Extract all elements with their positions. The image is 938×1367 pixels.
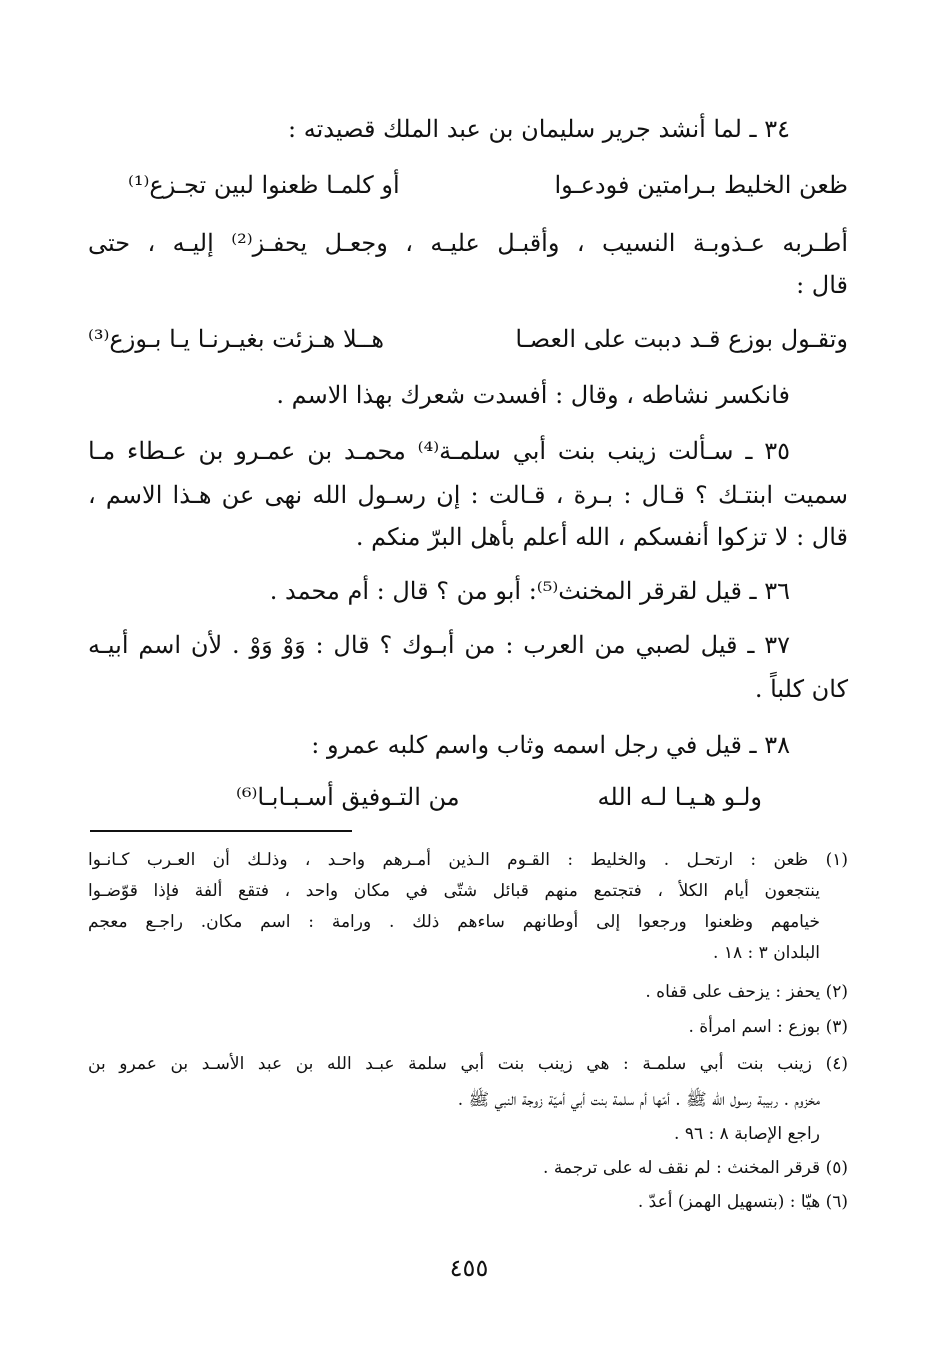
verse-1-second-hemistich: أو كلمـا ظعنوا لبين تجـزع⁽¹⁾ [128,171,400,199]
item-37-line-2: كان كلباً . [754,675,848,703]
footnote-1-line-4: البلدان ٣ : ١٨ . [713,943,820,963]
verse-1-first-hemistich: ظعن الخليط بـرامتين فودعـوا [554,171,848,199]
footnote-1-line-1: (١) ظعن : ارتحـل . والخليط : القـوم الـذين أمـرهم واحـد ، وذلـك أن العـرب كـانـوا [88,850,848,870]
footnote-4-line-1: (٤) زينب بنت أبي سلمـة : هي زينب بنت أبي سلمة عبـد الله بن عبد الأسـد بن عمرو بن [88,1054,848,1074]
verse-2-first-hemistich: وتقـول بوزع قـد دببت على العصـا [515,325,848,353]
verse-2-second-hemistich: هــلا هـزئت بغيـرنـا يـا بـوزع⁽³⁾ [88,325,384,353]
verse-1 [88,168,848,202]
item-35-line-2: سميت ابنتـك ؟ قـال : بـرة ، قـالت : إن رسـول الله نهى عن هـذا الاسم ، [88,481,848,509]
footnote-4-line-2: مخزوم . ربيبة رسول الله ﷺ . أمّها أم سلمة بنت أبي أميّة زوجة النبي ﷺ . [457,1090,820,1110]
footnote-4-line-3: راجع الإصابة ٨ : ٩٦ . [674,1124,820,1144]
footnote-separator [90,830,352,832]
item-34-text-line-2: قال : [796,271,848,299]
item-34-heading: ٣٤ ـ لما أنشد جرير سليمان بن عبد الملك قصيدته : [288,115,790,143]
item-37-line-1: ٣٧ ـ قيل لصبي من العرب : من أبـوك ؟ قال : وَوْ وَوْ . لأن اسم أبيـه [88,631,791,659]
footnote-1-line-2: ينتجعون أيام الكلأ ، فتجتمع منهم قبائل شتّى في مكان واحد ، فتقع ألفة فإذا قوّضـوا [88,881,820,901]
footnote-5: (٥) قرقر المخنث : لم نقف له على ترجمة . [543,1158,848,1178]
footnote-1-line-3: خيامهم وظعنوا ورجعوا إلى أوطانهم ساءهم ذلك . ورامة : اسم مكان. راجـع معجم [88,912,820,932]
verse-3 [88,780,848,814]
item-35-line-3: قال : لا تزكوا أنفسكم ، الله أعلم بأهل البرّ منكم . [355,523,848,551]
footnote-3: (٣) بوزع : اسم امرأة . [688,1017,848,1037]
item-34-text-line-1: أطـربه عـذوبـة النسيب ، وأقبـل عليـه ، وجعـل يحفـز⁽²⁾ إليـه ، حتى [88,229,849,257]
footnote-2: (٢) يحفز : يزحف على قفاه . [645,982,848,1002]
item-35-line-1: ٣٥ ـ سـألت زينب بنت أبي سلمـة⁽⁴⁾ محمـد بن عمـرو بن عـطاء مـا [88,437,790,465]
verse-3-second-hemistich: من التـوفيق أسـبـابـا⁽⁶⁾ [236,783,460,811]
page-number: ٤٥٥ [449,1254,489,1282]
verse-3-first-hemistich: ولـو هـيـا لـه الله [597,783,762,811]
item-38-heading: ٣٨ ـ قيل في رجل اسمه وثاب واسم كلبه عمرو : [311,731,790,759]
verse-2 [88,322,848,356]
item-36: ٣٦ ـ قيل لقرقر المخنث⁽⁵⁾: أبو من ؟ قال : أم محمد . [269,577,790,605]
item-34-text-line-3: فانكسر نشاطه ، وقال : أفسدت شعرك بهذا الاسم . [276,381,790,409]
footnote-6: (٦) هيّا : (بتسهيل الهمز) أعدّ . [637,1192,848,1212]
